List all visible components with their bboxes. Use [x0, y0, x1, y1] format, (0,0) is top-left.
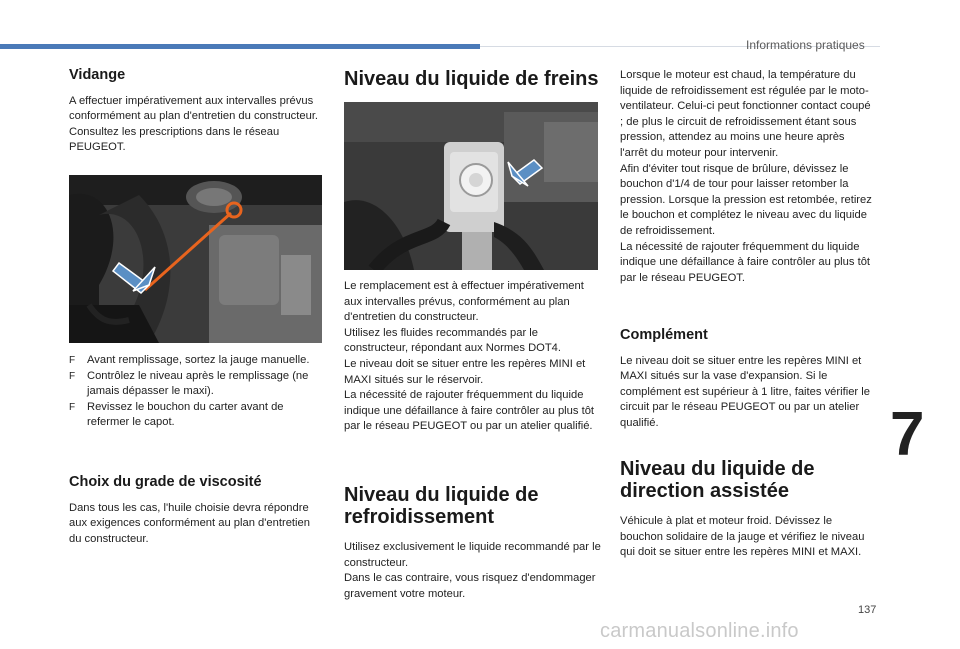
- heading-viscosite: Choix du grade de viscosité: [69, 474, 262, 490]
- column-complement: [620, 328, 874, 432]
- freins-text: [344, 279, 602, 435]
- heading-vidange: Vidange: [69, 67, 126, 83]
- column-refroidissement: [344, 484, 602, 602]
- engine-oil-illustration: [69, 175, 322, 343]
- photo-oil-dipstick: [69, 175, 322, 343]
- brake-reservoir-illustration: [344, 102, 598, 270]
- heading-direction: Niveau du liquide de direction assistée: [620, 458, 815, 502]
- freins-paragraph: Le remplacement est à effectuer impérativement aux intervalles prévus, conformément au plan d'entretien du constructeur.: [344, 280, 584, 324]
- vidange-bullet-list: [69, 353, 325, 431]
- viscosite-text: Dans tous les cas, l'huile choisie devra répondre aux exigences conformément au plan d'entretien du constructeur.: [69, 501, 310, 545]
- list-item: F Revissez le bouchon du carter avant de refermer le capot.: [69, 400, 284, 429]
- vidange-steps: [69, 353, 325, 431]
- page-number: 137: [858, 604, 877, 616]
- column-direction: [620, 458, 874, 561]
- section-title: Informations pratiques: [746, 38, 865, 52]
- watermark: carmanualsonline.info: [600, 620, 799, 642]
- heading-freins: Niveau du liquide de freins: [344, 68, 599, 90]
- chaud-paragraph: Lorsque le moteur est chaud, la température du liquide de refroidissement est régulée par le moto-ventilateur. Celui-ci peut fonctionner contact coupé ; de plus le circuit de refroidissement étant sous pression, attendez au moins une heure après l'arrêt du moteur pour intervenir.: [620, 69, 871, 159]
- bullet-marker: F: [69, 355, 76, 366]
- chaud-paragraph: Afin d'éviter tout risque de brûlure, dévissez le bouchon d'1/4 de tour pour laisser retomber la pression. Lorsque la pression est retombée, retirez le bouchon et complétez le niveau avec du liquide de refroidissement.: [620, 162, 872, 237]
- freins-paragraph: Le niveau doit se situer entre les repères MINI et MAXI situés sur le réservoir.: [344, 357, 586, 386]
- heading-refroidissement: Niveau du liquide de refroidissement: [344, 484, 539, 528]
- chapter-number: 7: [890, 400, 925, 469]
- column-chaud: [620, 68, 874, 286]
- list-item: F Avant remplissage, sortez la jauge manuelle.: [69, 353, 325, 369]
- photo-brake-reservoir: [344, 102, 598, 270]
- column-vidange: [69, 68, 325, 156]
- list-item: F Contrôlez le niveau après le remplissage (ne jamais dépasser le maxi).: [69, 369, 309, 398]
- column-viscosite: [69, 475, 325, 547]
- freins-paragraph: Utilisez les fluides recommandés par le constructeur, répondant aux Normes DOT4.: [344, 326, 562, 355]
- heading-complement: Complément: [620, 327, 708, 343]
- vidange-intro: A effectuer impérativement aux intervalles prévus conformément au plan d'entretien du constructeur. Consultez les prescriptions dans le réseau PEUGEOT.: [69, 94, 319, 154]
- header-accent-bar: [0, 44, 480, 49]
- chaud-paragraph: La nécessité de rajouter fréquemment du liquide indique une défaillance à faire contrôler au plus tôt par le réseau PEUGEOT.: [620, 240, 871, 284]
- complement-text: Le niveau doit se situer entre les repères MINI et MAXI situés sur la vase d'expansion. Si le complément est supérieur à 1 litre, faites vérifier le circuit par le réseau PEUGEOT ou par un atelier qualifié.: [620, 354, 870, 429]
- column-freins: [344, 68, 602, 90]
- bullet-marker: F: [69, 401, 76, 413]
- freins-paragraph: La nécessité de rajouter fréquemment du liquide indique une défaillance à faire contrôler au plus tôt par le réseau PEUGEOT ou par un atelier qualifié.: [344, 389, 595, 433]
- refroidissement-paragraph: Dans le cas contraire, vous risquez d'endommager gravement votre moteur.: [344, 572, 596, 600]
- bullet-marker: F: [69, 370, 76, 382]
- direction-text: Véhicule à plat et moteur froid. Dévissez le bouchon solidaire de la jauge et vérifiez le niveau qui doit se situer entre les repères MINI et MAXI.: [620, 515, 865, 559]
- refroidissement-paragraph: Utilisez exclusivement le liquide recommandé par le constructeur.: [344, 541, 601, 569]
